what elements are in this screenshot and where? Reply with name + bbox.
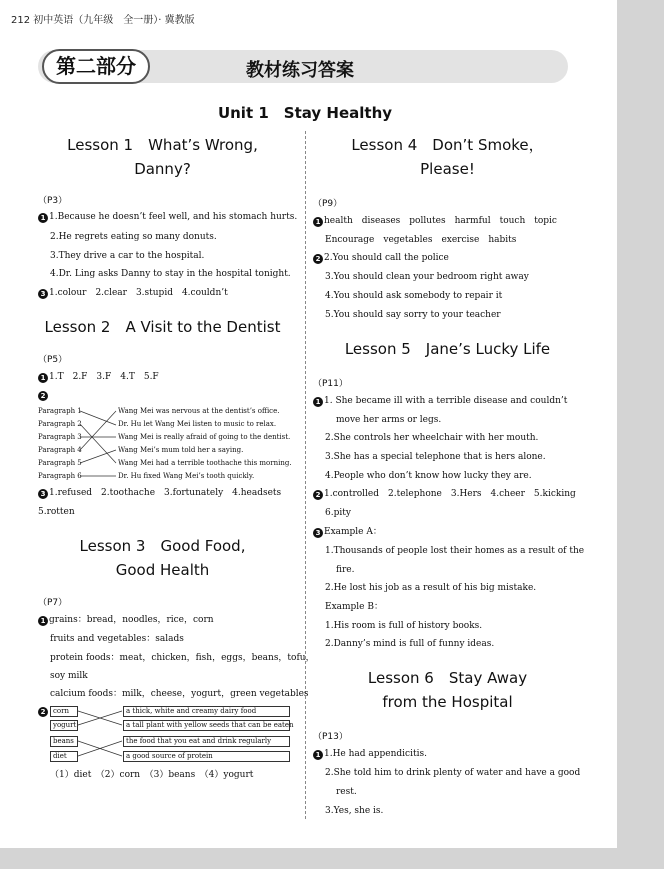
paragraph-label: Paragraph 6: [38, 472, 82, 480]
lesson-3-ex1-line4: soy milk: [50, 671, 88, 681]
paragraph-label: Paragraph 5: [38, 459, 82, 467]
lesson-2-ex3-line1: 3 1.refused 2.toothache 3.fortunately 4.headsets: [38, 487, 281, 499]
exercise-number-badge: 1: [313, 217, 323, 227]
lesson-3-ex1-line5: calcium foods：milk，cheese，yogurt，green vegetables: [50, 689, 309, 699]
exercise-number-badge: 2: [313, 254, 323, 264]
lesson-3-ex1-line2: fruits and vegetables：salads: [50, 634, 184, 644]
paragraph-sentence: Dr. Hu fixed Wang Mei’s tooth quickly.: [118, 472, 255, 480]
lesson-4-ex2-line1: 2 2.You should call the police: [313, 252, 449, 264]
lesson-5-ex1-line5: 4.People who don’t know how lucky they are.: [325, 471, 532, 481]
lesson-6-title-line1: Lesson 6 Stay Away: [367, 669, 528, 687]
lesson-3-ex1-line1: 1 grains：bread，noodles，rice，corn: [38, 614, 214, 626]
lesson-5-ex1-line4: 3.She has a special telephone that is hers alone.: [325, 452, 546, 462]
lesson-3-ex2-answer: （1）diet （2）corn （3）beans （4）yogurt: [50, 770, 254, 780]
exercise-number-badge: 1: [38, 373, 48, 383]
paragraph-sentence: Wang Mei had a terrible toothache this morning.: [118, 459, 292, 467]
lesson-4-title-line1: Lesson 4 Don’t Smoke，: [351, 136, 544, 154]
lesson-6-title-line2: from the Hospital: [382, 693, 513, 711]
definition-box: a tall plant with yellow seeds that can be eaten: [123, 720, 290, 731]
lesson-5-ex1-line1: 1 1. She became ill with a terrible disease and couldn’t: [313, 395, 567, 407]
definition-box: a good source of protein: [123, 751, 290, 762]
lesson-1-ex1-line4: 4.Dr. Ling asks Danny to stay in the hospital tonight.: [50, 269, 291, 279]
lesson-3-ex1-line3: protein foods：meat，chicken，fish，eggs，beans，tofu，: [50, 653, 315, 663]
lesson-2-title: Lesson 2 A Visit to the Dentist: [44, 318, 281, 336]
lesson-5-ex1-line2: move her arms or legs.: [336, 415, 442, 425]
lesson-2-ex1: 1 1.T 2.F 3.F 4.T 5.F: [38, 371, 159, 383]
lesson-5-ex3-line3: fire.: [336, 565, 355, 575]
lesson-5-ex1-line3: 2.She controls her wheelchair with her mouth.: [325, 433, 539, 443]
lesson-4-title: [315, 133, 580, 181]
exercise-number-badge: 1: [38, 616, 48, 626]
lesson-4-ex1-line2: Encourage vegetables exercise habits: [325, 235, 517, 245]
lesson-6-page-ref: （P13）: [313, 732, 348, 742]
exercise-number-badge: 3: [313, 528, 323, 538]
paragraph-label: Paragraph 2: [38, 420, 82, 428]
lesson-4-title-line2: Please!: [420, 160, 475, 178]
lesson-5-ex3-line2: 1.Thousands of people lost their homes as a result of the: [325, 546, 585, 556]
section-tag: 第二部分: [42, 49, 150, 84]
paragraph-sentence: Dr. Hu let Wang Mei listen to music to relax.: [118, 420, 277, 428]
lesson-6-ex1-line4: 3.Yes, she is.: [325, 806, 384, 816]
word-box: diet: [50, 751, 78, 762]
lesson-4-ex2-line3: 4.You should ask somebody to repair it: [325, 291, 503, 301]
definition-box: a thick, white and creamy dairy food: [123, 706, 290, 717]
lesson-5-ex2-line1: 2 1.controlled 2.telephone 3.Hers 4.cheer 5.kicking: [313, 488, 576, 500]
lesson-5-ex3-line5: Example B：: [325, 602, 383, 612]
paragraph-label: Paragraph 3: [38, 433, 82, 441]
lesson-5-ex3-line1: 3 Example A：: [313, 526, 382, 538]
lesson-3-title-line2: Good Health: [115, 561, 210, 579]
lesson-5-title: Lesson 5 Jane’s Lucky Life: [344, 340, 551, 358]
lesson-4-ex2-line2: 3.You should clean your bedroom right away: [325, 272, 529, 282]
exercise-number-badge: 1: [313, 750, 323, 760]
lesson-1-title-line2: Danny?: [134, 160, 191, 178]
exercise-number-badge: 2: [38, 391, 48, 401]
paragraph-sentence: Wang Mei is really afraid of going to the dentist.: [118, 433, 291, 441]
lesson-2-ex3-line2: 5.rotten: [38, 507, 75, 517]
lesson-4-page-ref: （P9）: [313, 199, 343, 209]
lesson-1-ex1-line2: 2.He regrets eating so many donuts.: [50, 232, 217, 242]
exercise-number-badge: 1: [38, 213, 48, 223]
lesson-2-page-ref: （P5）: [38, 355, 68, 365]
lesson-3-page-ref: （P7）: [38, 598, 68, 608]
exercise-number-badge: 3: [38, 489, 48, 499]
lesson-5-ex2-line2: 6.pity: [325, 508, 351, 518]
lesson-5-page-ref: （P11）: [313, 379, 348, 389]
lesson-5-ex3-line4: 2.He lost his job as a result of his big mistake.: [325, 583, 537, 593]
unit-title: Unit 1 Stay Healthy: [217, 104, 393, 122]
lesson-1-title-line1: Lesson 1 What’s Wrong,: [67, 136, 258, 154]
lesson-5-ex3-line7: 2.Danny’s mind is full of funny ideas.: [325, 639, 495, 649]
lesson-1-ex1-line3: 3.They drive a car to the hospital.: [50, 251, 205, 261]
lesson-1-ex3: 3 1.colour 2.clear 3.stupid 4.couldn’t: [38, 287, 228, 299]
lesson-1-ex1-line1: 1 1.Because he doesn’t feel well, and his stomach hurts.: [38, 211, 297, 223]
lesson-6-title: [315, 666, 580, 714]
lesson-6-ex1-line2: 2.She told him to drink plenty of water and have a good: [325, 768, 581, 778]
exercise-number-badge: 3: [38, 289, 48, 299]
lesson-5-ex3-line6: 1.His room is full of history books.: [325, 621, 483, 631]
lesson-6-ex1-line3: rest.: [336, 787, 357, 797]
lesson-1-page-ref: （P3）: [38, 196, 68, 206]
word-box: beans: [50, 736, 78, 747]
lesson-6-ex1-line1: 1 1.He had appendicitis.: [313, 748, 427, 760]
lesson-3-title-line1: Lesson 3 Good Food,: [79, 537, 246, 555]
paragraph-sentence: Wang Mei’s mum told her a saying.: [118, 446, 244, 454]
definition-box: the food that you eat and drink regularly: [123, 736, 290, 747]
word-box: corn: [50, 706, 78, 717]
exercise-number-badge: 2: [313, 490, 323, 500]
running-head: 212 初中英语（九年级 全一册）· 冀教版: [11, 15, 195, 26]
lesson-4-ex2-line4: 5.You should say sorry to your teacher: [325, 310, 501, 320]
paragraph-label: Paragraph 4: [38, 446, 82, 454]
exercise-number-badge: 2: [38, 707, 48, 717]
lesson-4-ex1-line1: 1 health diseases pollutes harmful touch topic: [313, 215, 557, 227]
section-title: 教材练习答案: [246, 60, 354, 81]
paragraph-label: Paragraph 1: [38, 407, 82, 415]
paragraph-sentence: Wang Mei was nervous at the dentist’s office.: [118, 407, 280, 415]
exercise-number-badge: 1: [313, 397, 323, 407]
word-box: yogurt: [50, 720, 78, 731]
